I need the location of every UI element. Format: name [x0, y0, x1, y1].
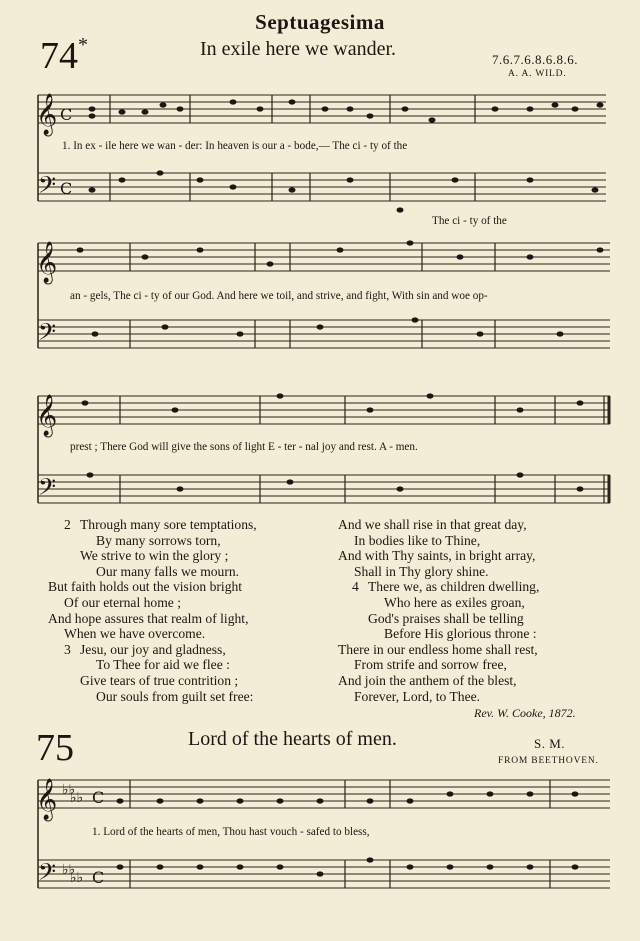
- stanza-line: Shall in Thy glory shine.: [354, 563, 489, 579]
- stanza-line: Before His glorious throne :: [384, 626, 537, 642]
- stanza-line: And we shall rise in that great day,: [338, 517, 527, 532]
- stanza-line: And hope assures that realm of light,: [48, 610, 249, 626]
- section-title: Septuagesima: [255, 10, 385, 34]
- stanzas-left: [48, 517, 326, 704]
- stanza-line: God's praises shall be telling: [368, 610, 524, 626]
- stanza-line: By many sorrows torn,: [96, 532, 221, 548]
- staff-2-treble: [38, 243, 610, 271]
- svg-text:𝄢: 𝄢: [38, 171, 57, 204]
- hymn-75-meter: S. M.: [534, 736, 566, 751]
- stanza-line: Our many falls we mourn.: [96, 563, 240, 579]
- svg-text:C: C: [92, 868, 105, 887]
- stanza-line: Forever, Lord, to Thee.: [354, 688, 481, 704]
- stanza-number: 2: [64, 517, 71, 532]
- stanza-number: 4: [352, 579, 359, 595]
- svg-text:♭♭: ♭♭: [70, 790, 84, 806]
- stanza-text: There we, as children dwelling,: [368, 579, 540, 595]
- staff-1-bass: [38, 173, 606, 201]
- staff-75-treble: [38, 780, 610, 808]
- staff-2-bass: [38, 320, 610, 348]
- svg-text:𝄞: 𝄞: [36, 779, 58, 820]
- stanza-line: [338, 579, 628, 595]
- stanza-line: Of our eternal home ;: [64, 594, 182, 610]
- stanza-line: Who here as exiles groan,: [384, 594, 525, 610]
- hymn-74-lyric-line-3: prest ; There God will give the sons of light E - ter - nal joy and rest. A - men.: [70, 441, 418, 453]
- svg-text:𝄢: 𝄢: [38, 858, 57, 891]
- stanza-line: There in our endless home shall rest,: [338, 641, 538, 657]
- stanza-line: Our souls from guilt set free:: [96, 688, 254, 704]
- svg-text:♭♭: ♭♭: [70, 870, 84, 886]
- svg-text:𝄞: 𝄞: [36, 242, 58, 283]
- stanza-text: Through many sore temptations,: [80, 517, 257, 532]
- staff-3-treble: [38, 396, 610, 424]
- svg-text:C: C: [60, 105, 73, 124]
- svg-text:𝄞: 𝄞: [36, 395, 58, 436]
- stanza-number: 3: [64, 641, 71, 657]
- stanza-line: And join the anthem of the blest,: [338, 672, 517, 688]
- hymn-74-lyric-line-1-bass: The ci - ty of the: [432, 215, 507, 227]
- stanza-line: In bodies like to Thine,: [354, 532, 481, 548]
- stanza-line: And with Thy saints, in bright array,: [338, 548, 536, 564]
- hymn-74-meter: 7.6.7.6.8.6.8.6.: [492, 52, 578, 67]
- hymn-74-credit: Rev. W. Cooke, 1872.: [474, 706, 576, 720]
- svg-text:C: C: [60, 179, 73, 198]
- hymn-74-number: [40, 34, 88, 78]
- hymn-74-tune-author: A. A. WILD.: [508, 69, 567, 79]
- staff-75-bass: [38, 860, 610, 888]
- hymn-74-number-text: 74: [40, 35, 78, 77]
- stanza-text: Jesu, our joy and gladness,: [80, 641, 226, 657]
- stanza-line: But faith holds out the vision bright: [48, 579, 243, 595]
- stanza-line: Give tears of true contrition ;: [80, 672, 239, 688]
- hymn-75-lyric-line-1: 1. Lord of the hearts of men, Thou hast vouch - safed to bless,: [92, 826, 370, 838]
- stanza-line: [56, 642, 326, 658]
- stanza-line: When we have overcome.: [64, 626, 206, 642]
- stanza-line: From strife and sorrow free,: [354, 657, 507, 673]
- stanza-line: [56, 517, 326, 533]
- svg-text:𝄢: 𝄢: [38, 473, 57, 506]
- svg-text:C: C: [92, 788, 105, 807]
- hymn-74-title: In exile here we wander.: [200, 38, 397, 60]
- hymn-75-number: 75: [36, 727, 74, 769]
- hymn-74-mark: *: [78, 34, 88, 56]
- svg-text:𝄞: 𝄞: [36, 94, 58, 135]
- hymn-74-lyric-line-2: an - gels, The ci - ty of our God. And here we toil, and strive, and fight, With sin and woe op-: [70, 290, 488, 302]
- stanzas-right: [338, 517, 628, 704]
- hymn-74-lyric-line-1: 1. In ex - ile here we wan - der: In heaven is our a - bode,— The ci - ty of the: [62, 140, 408, 152]
- hymn-75-title: Lord of the hearts of men.: [188, 728, 397, 750]
- svg-text:♭♭: ♭♭: [62, 782, 76, 798]
- staff-3-bass: [38, 475, 610, 503]
- svg-text:𝄢: 𝄢: [38, 318, 57, 351]
- stanza-line: We strive to win the glory ;: [80, 548, 229, 564]
- stanza-line: To Thee for aid we flee :: [96, 657, 230, 673]
- hymn-75-tune-author: FROM BEETHOVEN.: [498, 756, 599, 766]
- svg-text:♭♭: ♭♭: [62, 862, 76, 878]
